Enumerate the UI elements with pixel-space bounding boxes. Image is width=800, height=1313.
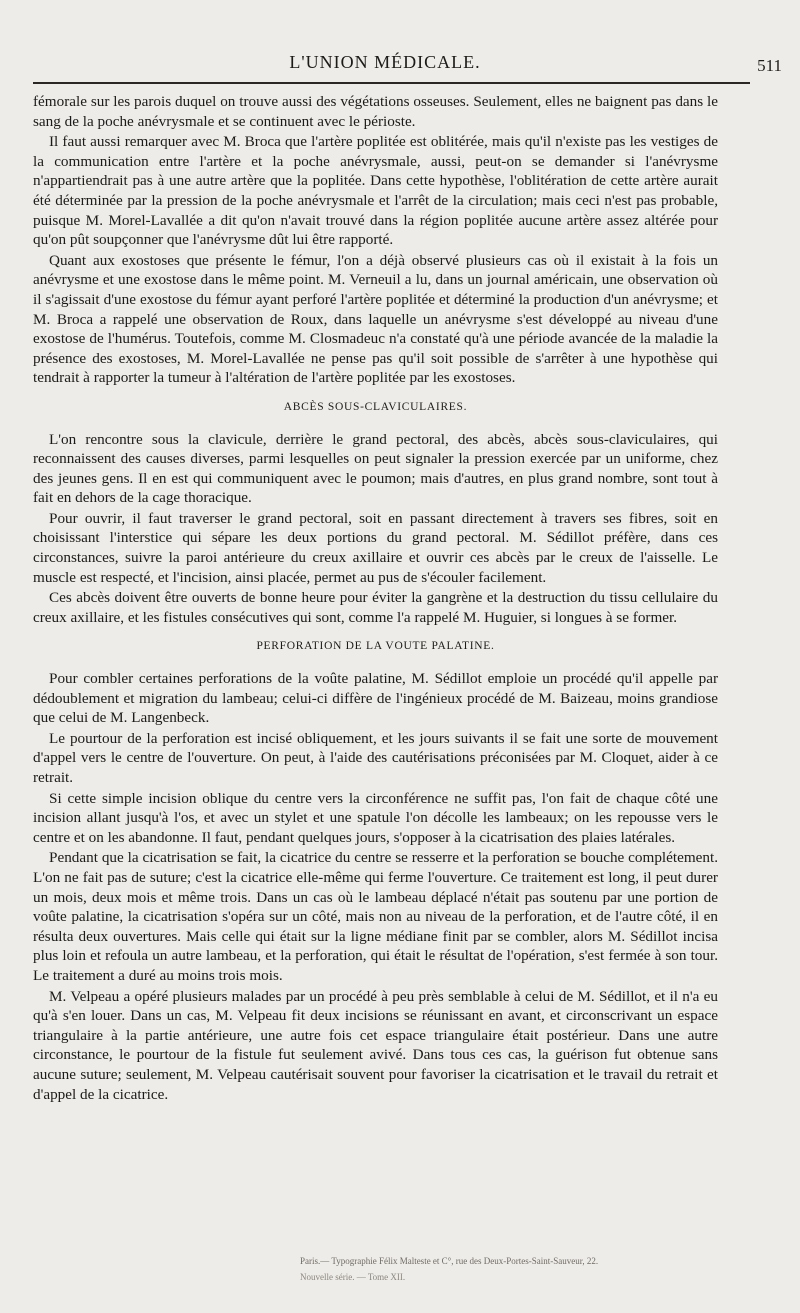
paragraph: Pendant que la cicatrisation se fait, la cicatrice du centre se resserre et la perforation se bouche complétement. L'on ne fait pas de suture; c'est la cicatrice elle-même qui ferme l'ouverture. Ce traitement est long, il peut durer un mois, deux mois et même trois. Dans un cas où le lambeau déplacé n'était pas soutenu par une portion de voûte palatine, la cicatrisation s'opéra sur un côté, mais non au niveau de la perforation, et de l'autre côté, il en résulta deux ouvertures. Mais celle qui était sur la ligne médiane finit par se combler, alors M. Sédillot incisa plus loin et refoula un autre lambeau, et la perforation, qui était le résultat de l'opération, s'est fermée à son tour. Le traitement a duré au moins trois mois. [33,849,718,984]
section-heading-perforation: PERFORATION DE LA VOUTE PALATINE. [256,640,495,653]
page-number: 511 [757,56,782,75]
running-head [30,44,782,84]
paragraph: fémorale sur les parois duquel on trouve aussi des végétations osseuses. Seulement, elles ne baignent pas dans le sang de la poche anévrysmale et se continuent avec le périoste. [33,93,718,130]
paragraph: Ces abcès doivent être ouverts de bonne heure pour éviter la gangrène et la destruction du tissu cellulaire du creux axillaire, et les fistules consécutives qui sont, comme l'a rappelé M. Huguier, si longues à se former. [33,589,718,626]
paragraph: Quant aux exostoses que présente le fémur, l'on a déjà observé plusieurs cas où il existait à la fois un anévrysme et une exostose dans le même point. M. Verneuil a lu, dans un journal américain, une observation où il s'agissait d'une exostose du fémur ayant perforé l'artère poplitée et déterminé la production d'un anévrysme; et M. Broca a rappelé une observation de Roux, dans laquelle un anévrysme s'est développé au niveau d'une exostose de l'humérus. Toutefois, comme M. Closmadeuc n'a constaté qu'à une période avancée de la maladie la présence des exostoses, M. Morel-Lavallée ne pense pas qu'il soit possible de s'arrêter à une hypothèse qui tendrait à rapporter la tumeur à l'altération de l'artère poplitée par les exostoses. [33,251,718,387]
paragraph: Pour ouvrir, il faut traverser le grand pectoral, soit en passant directement à travers ses fibres, soit en choisissant l'interstice qui sépare les deux portions du grand pectoral. M. Sédillot préfère, dans ces circonstances, suivre la paroi antérieure du creux axillaire et ouvrir ces abcès par le creux de l'aisselle. Le muscle est respecté, et l'incision, ainsi placée, permet au pus de s'écouler facilement. [33,509,718,586]
paragraph: Si cette simple incision oblique du centre vers la circonférence ne suffit pas, l'on fait de chaque côté une incision allant jusqu'à l'os, et avec un stylet et une spatule l'on décolle les lambeaux; on les repousse vers le centre et on les abandonne. Il faut, pendant quelques jours, s'opposer à la cicatrisation des plaies latérales. [33,789,718,846]
series-line: Nouvelle série. — Tome XII. [300,1272,406,1282]
paragraph: Il faut aussi remarquer avec M. Broca que l'artère poplitée est oblitérée, mais qu'il n'existe pas les vestiges de la communication entre l'artère et la poche anévrysmale, aussi, peut-on se demander si l'anévrysme n'appartiendrait pas à une autre artère que la poplitée. Dans cette hypothèse, l'oblitération de cette artère aurait été déterminée par la pression de la poche anévrysmale et l'arrêt de la circulation; mais ceci n'est pas probable, puisque M. Morel-Lavallée a dit qu'on n'avait trouvé dans la région poplitée aucune artère assez altérée pour qu'on pût soupçonner que l'anévrysme dût lui être rapporté. [33,133,718,249]
journal-title: L'UNION MÉDICALE. [289,52,481,72]
paragraph: Le pourtour de la perforation est incisé obliquement, et les jours suivants il se fait une sorte de mouvement d'appel vers le centre de l'ouverture. On peut, à l'aide des cautérisations préconisées par M. Cloquet, aider à ce retrait. [33,729,718,786]
paragraph: M. Velpeau a opéré plusieurs malades par un procédé à peu près semblable à celui de M. Sédillot, et il n'a eu qu'à s'en louer. Dans un cas, M. Velpeau fit deux incisions se réunissant en avant, et circonscrivant un espace triangulaire à la partie antérieure, une autre fois cet espace triangulaire était postérieur. Dans une autre circonstance, le pourtour de la fistule fut seulement avivé. Dans tous ces cas, la guérison fut obtenue sans aucune suture; seulement, M. Velpeau cautérisait souvent pour favoriser la cicatrisation et le travail du retrait et d'appel de la cicatrice. [33,987,718,1103]
section-heading-abces: ABCÈS SOUS-CLAVICULAIRES. [283,400,468,413]
body-text [33,92,718,1105]
page-footer [300,1256,598,1282]
paragraph: L'on rencontre sous la clavicule, derrière le grand pectoral, des abcès, abcès sous-claviculaires, qui reconnaissent des causes diverses, parmi lesquelles on peut signaler la pression exercée par un uniforme, chez des jeunes gens. Il en est qui communiquent avec le poumon; mais d'autres, en plus grand nombre, sont tout à fait en dehors de la cage thoracique. [33,430,718,507]
paragraph: Pour combler certaines perforations de la voûte palatine, M. Sédillot emploie un procédé qu'il appelle par dédoublement et migration du lambeau; celui-ci diffère de l'ingénieux procédé de M. Baizeau, moins grandiose que celui de M. Langenbeck. [33,670,718,727]
printer-line: Paris.— Typographie Félix Malteste et C°, rue des Deux-Portes-Saint-Sauveur, 22. [300,1256,599,1266]
header-rule [33,82,750,84]
